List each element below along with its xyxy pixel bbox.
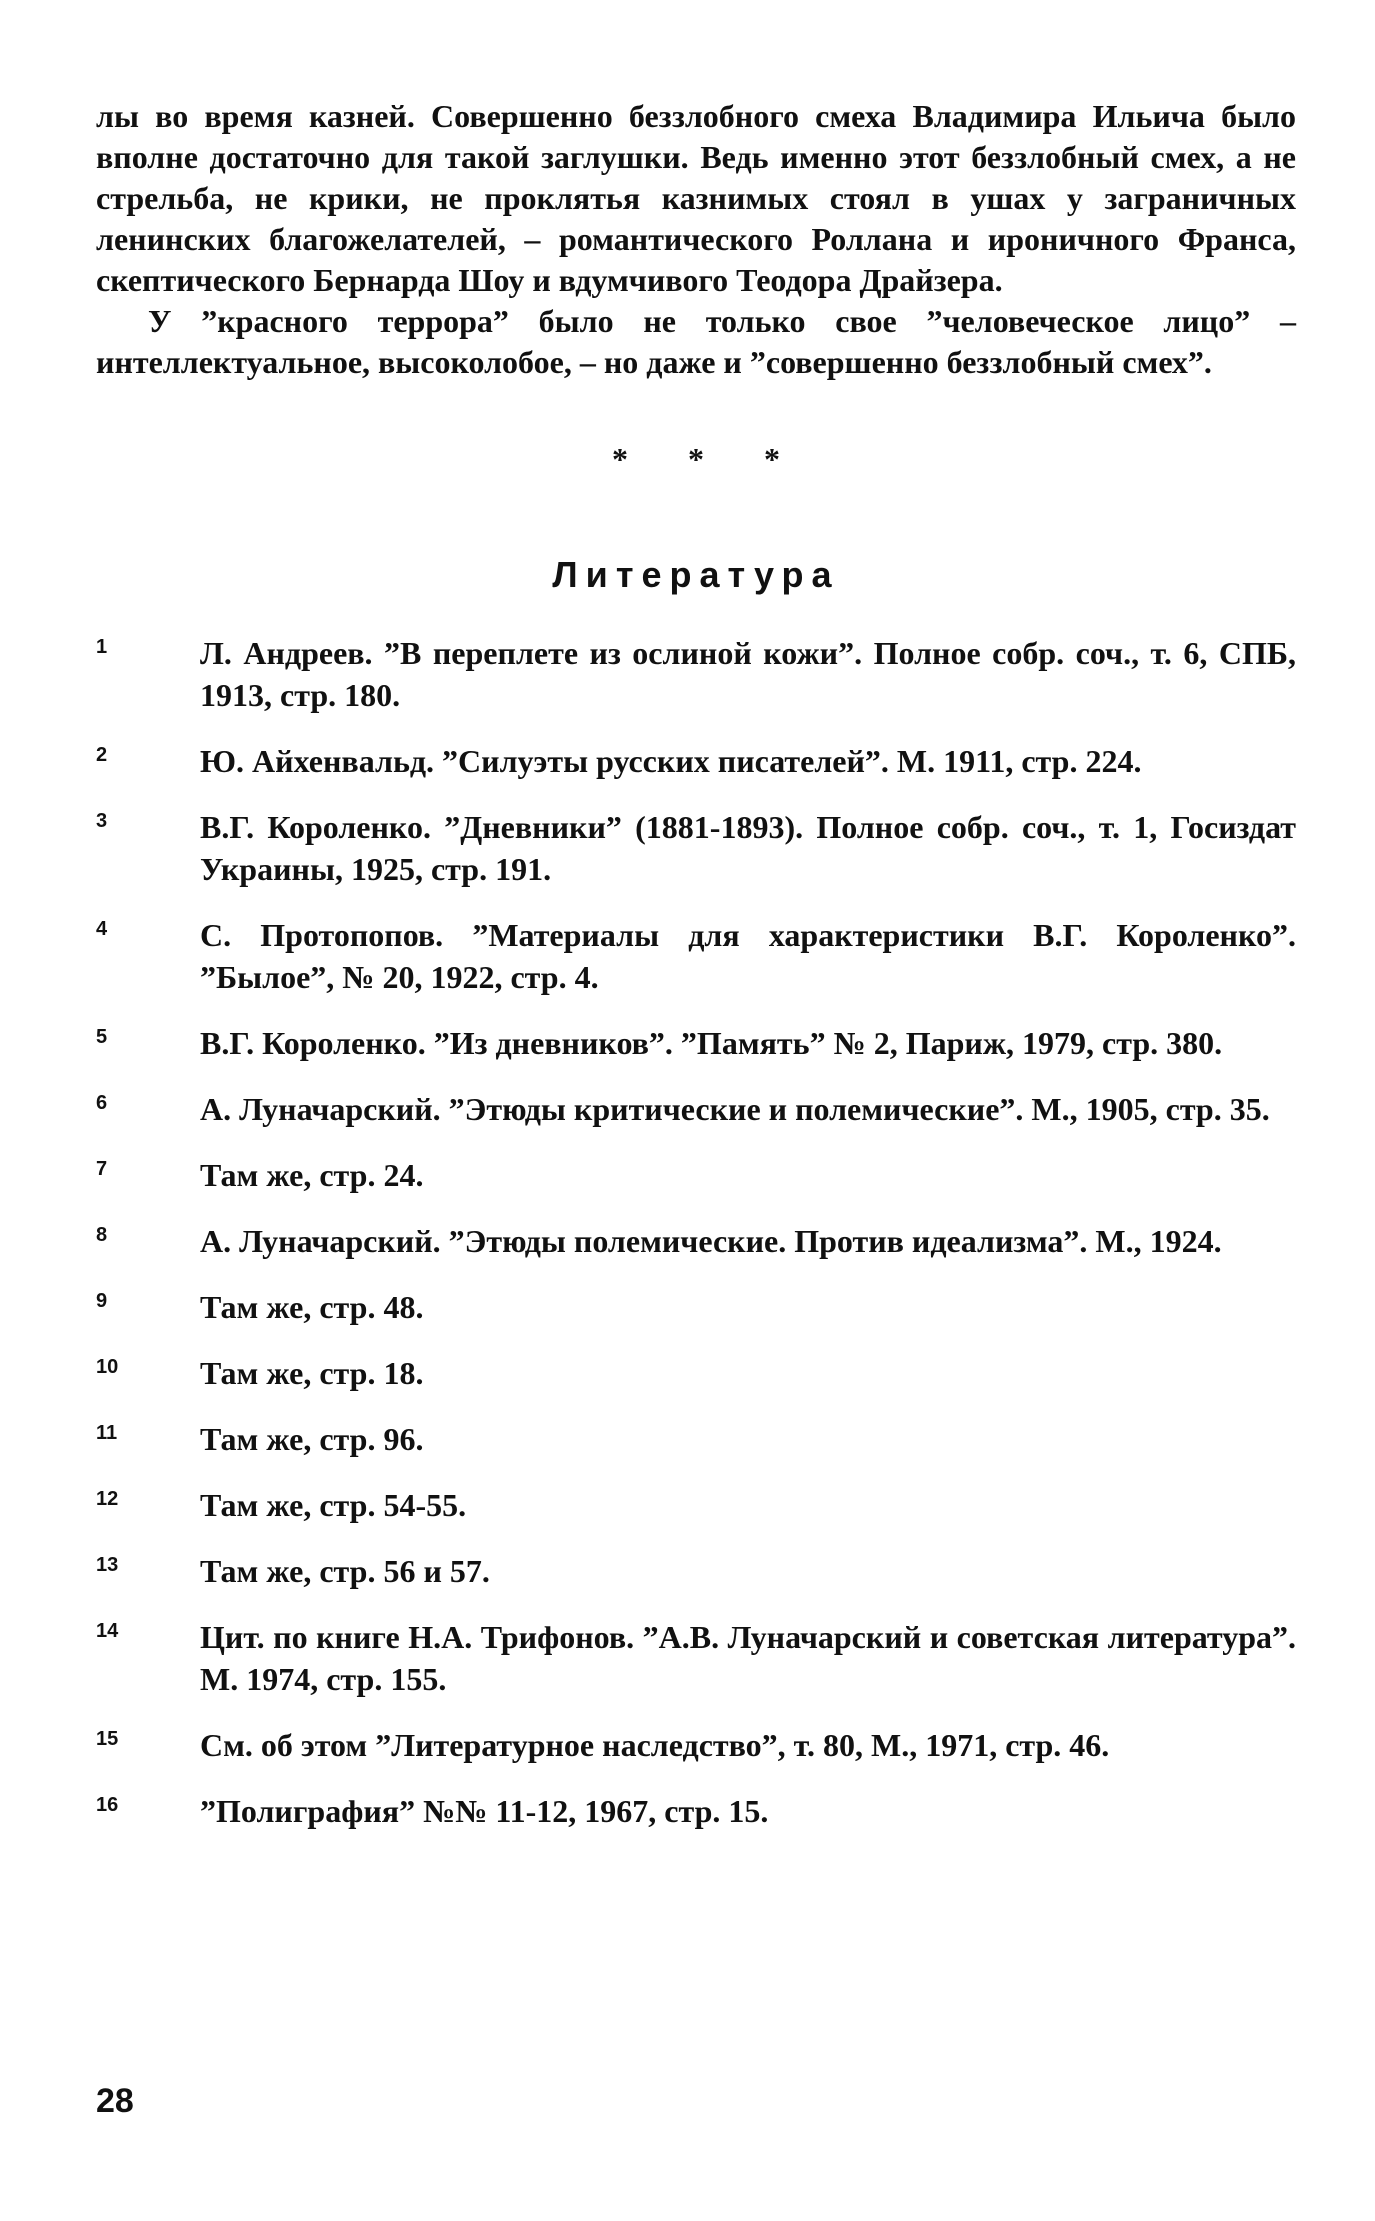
reference-number: 16	[96, 1794, 119, 1816]
reference-item	[96, 1790, 1296, 1832]
reference-item	[96, 1616, 1296, 1700]
reference-number: 6	[96, 1092, 108, 1114]
reference-number: 15	[96, 1728, 119, 1750]
references-heading: Литература	[552, 554, 840, 595]
reference-text: Там же, стр. 48.	[200, 1289, 424, 1325]
body-paragraph: лы во время казней. Совершенно беззлобного смеха Владимира Ильича было вполне достаточно для такой заглушки. Ведь именно этот беззлобный смех, а не стрельба, не крики, не проклятья казнимых стоял в ушах у заграничных ленинских благожелателей, – романтического Роллана и ироничного Франса, скептического Бернарда Шоу и вдумчивого Теодора Драйзера.	[96, 98, 1296, 298]
reference-text: Там же, стр. 24.	[200, 1157, 424, 1193]
references-list	[96, 632, 1296, 1832]
reference-text: С. Протопопов. ”Материалы для характеристики В.Г. Короленко”. ”Былое”, № 20, 1922, стр. 4.	[200, 917, 1296, 995]
reference-item	[96, 1484, 1296, 1526]
reference-item	[96, 1022, 1296, 1064]
reference-text: В.Г. Короленко. ”Из дневников”. ”Память” № 2, Париж, 1979, стр. 380.	[200, 1025, 1223, 1061]
reference-item	[96, 1220, 1296, 1262]
reference-item	[96, 1154, 1296, 1196]
reference-text: Цит. по книге Н.А. Трифонов. ”А.В. Луначарский и советская литература”. М. 1974, стр. 155.	[200, 1619, 1296, 1697]
reference-item	[96, 632, 1296, 716]
book-page	[96, 96, 1296, 1856]
section-separator: * * *	[612, 441, 780, 477]
reference-item	[96, 914, 1296, 998]
reference-number: 11	[96, 1422, 118, 1444]
reference-item	[96, 806, 1296, 890]
reference-item	[96, 1724, 1296, 1766]
reference-number: 9	[96, 1290, 108, 1312]
reference-number: 3	[96, 810, 108, 832]
reference-text: Л. Андреев. ”В переплете из ослиной кожи”. Полное собр. соч., т. 6, СПБ, 1913, стр. 180.	[200, 635, 1296, 713]
reference-item	[96, 1352, 1296, 1394]
reference-text: Там же, стр. 96.	[200, 1421, 424, 1457]
reference-number: 10	[96, 1356, 119, 1378]
reference-number: 13	[96, 1554, 119, 1576]
reference-number: 1	[96, 636, 108, 658]
reference-text: В.Г. Короленко. ”Дневники” (1881-1893). Полное собр. соч., т. 1, Госиздат Украины, 1925, стр. 191.	[200, 809, 1296, 887]
reference-text: ”Полиграфия” №№ 11-12, 1967, стр. 15.	[200, 1793, 769, 1829]
reference-text: Там же, стр. 18.	[200, 1355, 424, 1391]
page-number: 28	[96, 2082, 134, 2120]
reference-text: Там же, стр. 56 и 57.	[200, 1553, 490, 1589]
reference-number: 5	[96, 1026, 108, 1048]
reference-item	[96, 1418, 1296, 1460]
reference-item	[96, 1286, 1296, 1328]
reference-text: См. об этом ”Литературное наследство”, т. 80, М., 1971, стр. 46.	[200, 1727, 1110, 1763]
reference-text: А. Луначарский. ”Этюды критические и полемические”. М., 1905, стр. 35.	[200, 1091, 1270, 1127]
reference-number: 4	[96, 918, 108, 940]
reference-number: 2	[96, 744, 108, 766]
reference-text: А. Луначарский. ”Этюды полемические. Против идеализма”. М., 1924.	[200, 1223, 1222, 1259]
reference-item	[96, 1550, 1296, 1592]
reference-text: Ю. Айхенвальд. ”Силуэты русских писателей”. М. 1911, стр. 224.	[200, 743, 1142, 779]
reference-item	[96, 1088, 1296, 1130]
reference-number: 7	[96, 1158, 108, 1180]
reference-number: 12	[96, 1488, 119, 1510]
body-paragraph: У ”красного террора” было не только свое ”человеческое лицо” – интеллектуальное, высоколобое, – но даже и ”совершенно беззлобный смех”.	[96, 303, 1296, 380]
reference-number: 14	[96, 1620, 119, 1642]
reference-number: 8	[96, 1224, 108, 1246]
reference-item	[96, 740, 1296, 782]
reference-text: Там же, стр. 54-55.	[200, 1487, 467, 1523]
